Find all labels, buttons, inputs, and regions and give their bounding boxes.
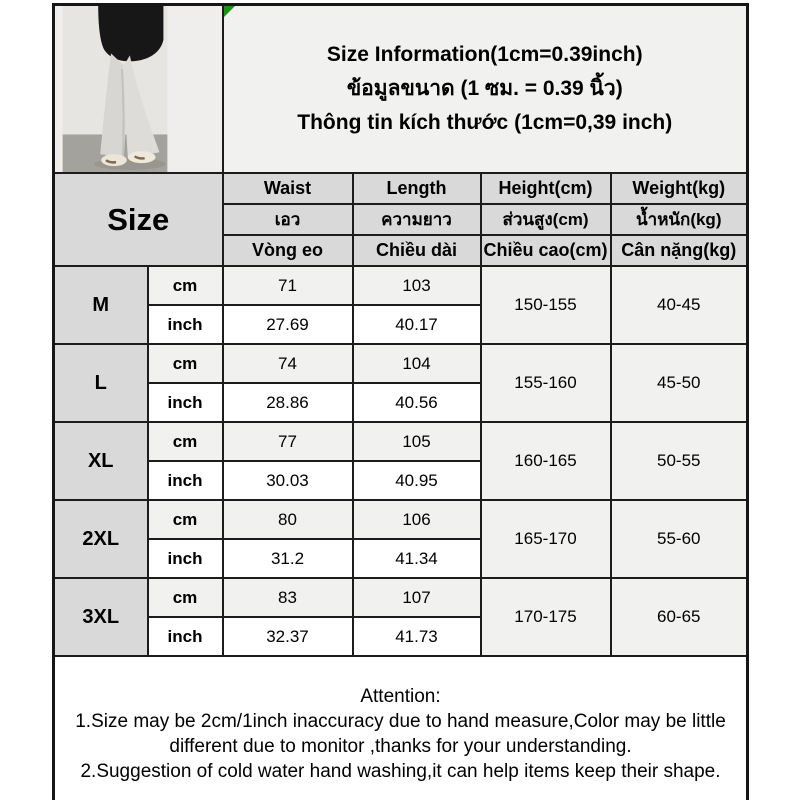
- height-range-xl: 160-165: [481, 422, 611, 500]
- col-header-waist-th: เอว: [223, 204, 353, 235]
- weight-range-2xl: 55-60: [611, 500, 748, 578]
- waist-cm-l: 74: [223, 344, 353, 383]
- weight-range-3xl: 60-65: [611, 578, 748, 656]
- waist-inch-2xl: 31.2: [223, 539, 353, 578]
- height-range-2xl: 165-170: [481, 500, 611, 578]
- product-photo: [62, 6, 168, 172]
- waist-cm-3xl: 83: [223, 578, 353, 617]
- col-header-weight-en: Weight(kg): [611, 173, 748, 204]
- length-cm-l: 104: [353, 344, 481, 383]
- waist-inch-l: 28.86: [223, 383, 353, 422]
- table-row-2xl-cm: [54, 500, 748, 539]
- attention-note-2: 2.Suggestion of cold water hand washing,it can help items keep their shape.: [80, 760, 721, 782]
- title-cell: [223, 5, 748, 174]
- waist-inch-m: 27.69: [223, 305, 353, 344]
- length-cm-xl: 105: [353, 422, 481, 461]
- length-inch-xl: 40.95: [353, 461, 481, 500]
- height-range-l: 155-160: [481, 344, 611, 422]
- attention-note-1: 1.Size may be 2cm/1inch inaccuracy due to hand measure,Color may be little different due to monitor ,thanks for your understanding.: [75, 710, 726, 757]
- size-label-xl: XL: [54, 422, 148, 500]
- size-label-l: L: [54, 344, 148, 422]
- size-table: [52, 3, 749, 800]
- col-header-height-th: ส่วนสูง(cm): [481, 204, 611, 235]
- table-row-m-cm: [54, 266, 748, 305]
- attention-note: [54, 656, 748, 800]
- col-header-height-vi: Chiều cao(cm): [481, 235, 611, 266]
- waist-inch-3xl: 32.37: [223, 617, 353, 656]
- product-photo-cell: [54, 5, 223, 174]
- length-inch-m: 40.17: [353, 305, 481, 344]
- unit-label-inch: inch: [148, 305, 223, 344]
- height-range-3xl: 170-175: [481, 578, 611, 656]
- page-title-vi: Thông tin kích thước (1cm=0,39 inch): [297, 111, 673, 134]
- length-inch-3xl: 41.73: [353, 617, 481, 656]
- col-header-length-th: ความยาว: [353, 204, 481, 235]
- waist-cm-m: 71: [223, 266, 353, 305]
- unit-label-inch: inch: [148, 383, 223, 422]
- weight-range-xl: 50-55: [611, 422, 748, 500]
- waist-inch-xl: 30.03: [223, 461, 353, 500]
- waist-cm-2xl: 80: [223, 500, 353, 539]
- size-column-header: Size: [54, 173, 223, 266]
- table-row-xl-cm: [54, 422, 748, 461]
- unit-label-cm: cm: [148, 500, 223, 539]
- unit-label-cm: cm: [148, 578, 223, 617]
- height-range-m: 150-155: [481, 266, 611, 344]
- unit-label-cm: cm: [148, 266, 223, 305]
- col-header-length-vi: Chiều dài: [353, 235, 481, 266]
- length-inch-2xl: 41.34: [353, 539, 481, 578]
- col-header-weight-th: น้ำหนัก(kg): [611, 204, 748, 235]
- col-header-waist-vi: Vòng eo: [223, 235, 353, 266]
- col-header-weight-vi: Cân nặng(kg): [611, 235, 748, 266]
- size-label-3xl: 3XL: [54, 578, 148, 656]
- unit-label-inch: inch: [148, 461, 223, 500]
- length-cm-m: 103: [353, 266, 481, 305]
- attention-heading: Attention:: [360, 685, 441, 707]
- length-cm-3xl: 107: [353, 578, 481, 617]
- table-row-l-cm: [54, 344, 748, 383]
- length-cm-2xl: 106: [353, 500, 481, 539]
- size-label-m: M: [54, 266, 148, 344]
- table-row-3xl-cm: [54, 578, 748, 617]
- col-header-height-en: Height(cm): [481, 173, 611, 204]
- unit-label-cm: cm: [148, 422, 223, 461]
- col-header-length-en: Length: [353, 173, 481, 204]
- weight-range-m: 40-45: [611, 266, 748, 344]
- unit-label-cm: cm: [148, 344, 223, 383]
- col-header-waist-en: Waist: [223, 173, 353, 204]
- unit-label-inch: inch: [148, 617, 223, 656]
- waist-cm-xl: 77: [223, 422, 353, 461]
- page-title-en: Size Information(1cm=0.39inch): [326, 43, 643, 66]
- length-inch-l: 40.56: [353, 383, 481, 422]
- corner-marker-icon: [224, 6, 235, 17]
- unit-label-inch: inch: [148, 539, 223, 578]
- page-title-th: ข้อมูลขนาด (1 ซม. = 0.39 นิ้ว): [346, 77, 623, 100]
- weight-range-l: 45-50: [611, 344, 748, 422]
- size-label-2xl: 2XL: [54, 500, 148, 578]
